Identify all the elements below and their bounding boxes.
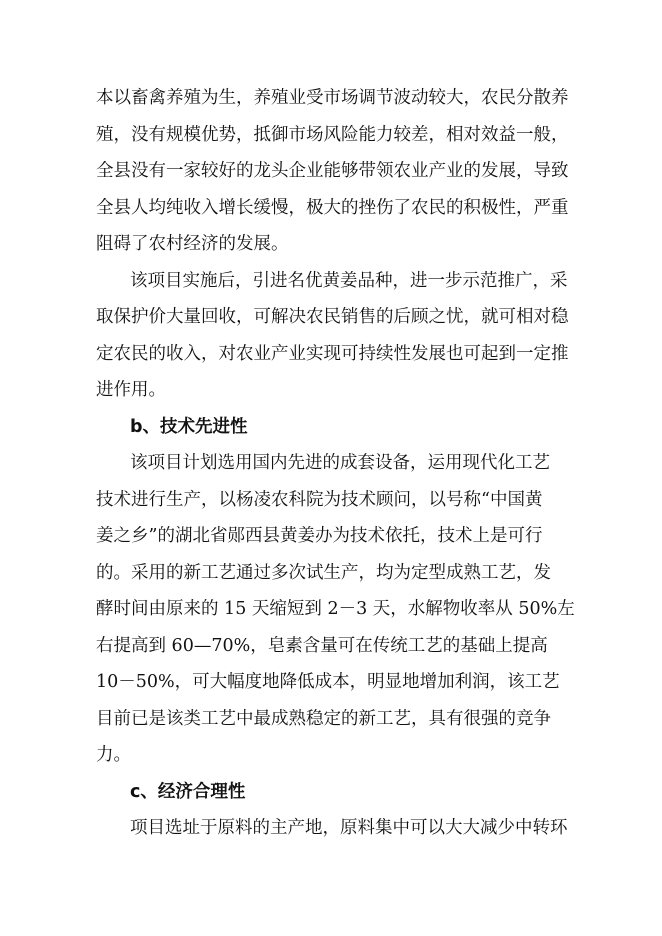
text-line: 该项目计划选用国内先进的成套设备，运用现代化工艺 <box>130 453 550 473</box>
text-line: 阻碍了农村经济的发展。 <box>96 234 289 254</box>
text-line: 酵时间由原来的 15 天缩短到 2－3 天，水解物收率从 50%左 <box>96 599 575 619</box>
text-line: 本以畜禽养殖为生，养殖业受市场调节波动较大，农民分散养 <box>96 88 569 108</box>
text-line: 该项目实施后，引进名优黄姜品种，进一步示范推广，采 <box>130 270 568 291</box>
text-line: 全县没有一家较好的龙头企业能够带领农业产业的发展，导致 <box>96 161 569 181</box>
text-line: 全县人均纯收入增长缓慢，极大的挫伤了农民的积极性，严重 <box>96 197 569 218</box>
text-line: 姜之乡”的湖北省郧西县黄姜办为技术依托，技术上是可行 <box>96 526 543 546</box>
text-line: 项目选址于原料的主产地，原料集中可以大大减少中转环 <box>130 818 568 838</box>
text-line: 的。采用的新工艺通过多次试生产，均为定型成熟工艺，发 <box>96 562 551 583</box>
text-line: 进作用。 <box>96 380 166 400</box>
section-heading-c: c、经济合理性 <box>130 781 246 802</box>
paragraph-4 <box>96 810 568 847</box>
text-line: 力。 <box>96 745 131 765</box>
text-line: 取保护价大量回收，可解决农民销售的后顾之忧，就可相对稳 <box>96 307 569 327</box>
text-line: 殖，没有规模优势，抵御市场风险能力较差，相对效益一般， <box>96 124 569 145</box>
document-body <box>96 80 575 847</box>
section-heading-b: b、技术先进性 <box>130 416 248 437</box>
text-line: 10－50%，可大幅度地降低成本，明显地增加利润，该工艺 <box>96 672 560 692</box>
text-line: 目前已是该类工艺中最成熟稳定的新工艺，具有很强的竞争 <box>96 708 551 729</box>
text-line: 定农民的收入，对农业产业实现可持续性发展也可起到一定推 <box>96 343 569 364</box>
paragraph-2 <box>96 263 569 409</box>
text-line: 技术进行生产，以杨凌农科院为技术顾问，以号称“中国黄 <box>96 489 543 510</box>
paragraph-3 <box>96 445 575 774</box>
paragraph-1 <box>96 80 569 263</box>
text-line: 右提高到 60—70%，皂素含量可在传统工艺的基础上提高 <box>96 635 548 656</box>
